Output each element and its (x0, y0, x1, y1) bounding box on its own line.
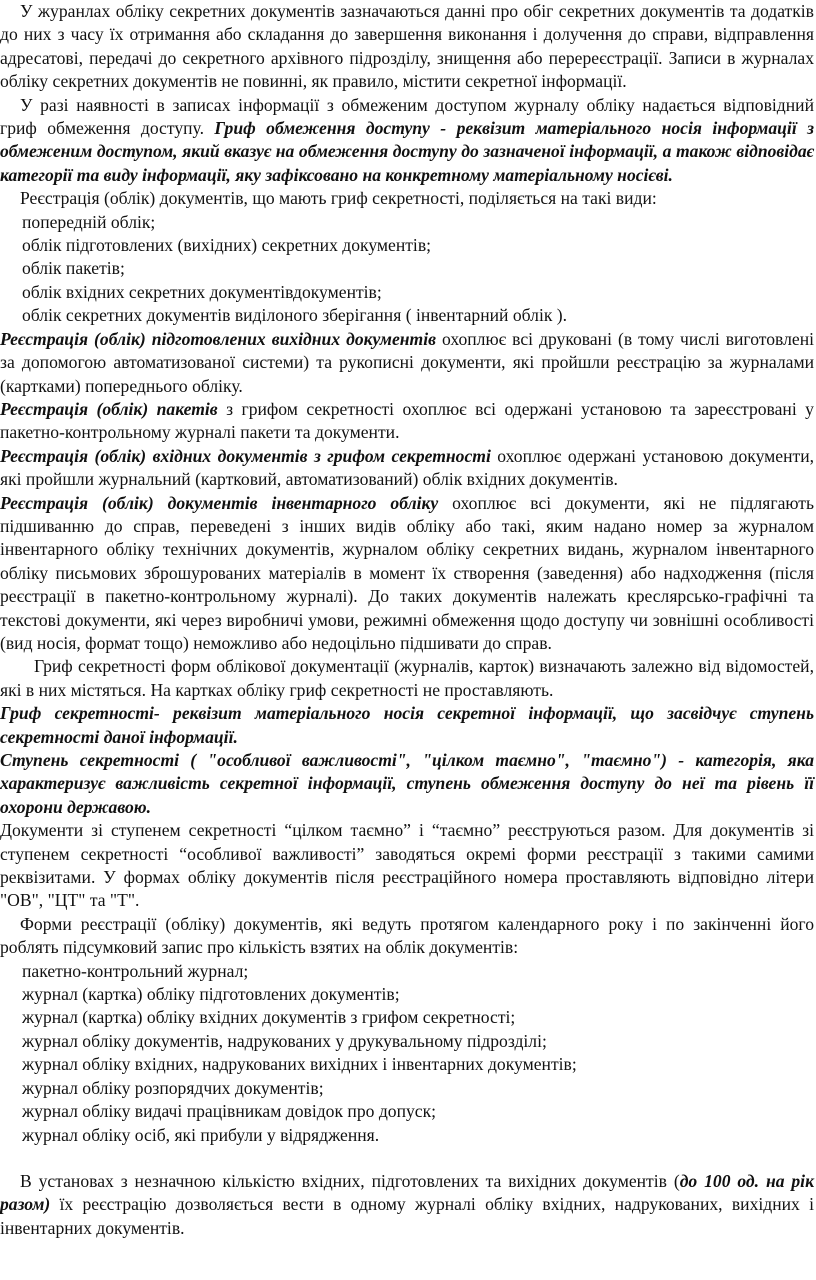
list-item: облік секретних документів виділоного зберігання ( інвентарний облік ). (22, 305, 568, 326)
registration-types-list (0, 211, 814, 328)
definition-secrecy-degree: Ступень секретності ( "особливої важливості", "цілком таємно", "таємно") - категорія, яка характеризує важливість секретної інформації, ступень обмеження доступу до неї та рівень її охорони державою. (0, 750, 814, 817)
registration-forms-list (0, 960, 814, 1147)
paragraph-access-restriction (0, 94, 814, 188)
list-item: журнал (картка) обліку підготовлених документів; (22, 984, 400, 1005)
list-item: облік підготовлених (вихідних) секретних документів; (22, 235, 432, 256)
list-item: журнал обліку видачі працівникам довідок про допуск; (22, 1101, 437, 1122)
paragraph-text: охоплює всі друковані (в тому числі виготовлені за допомогою автоматизованої системи) та рукописні документи, які пройшли реєстрацію за журналами (картками) попереднього обліку. (0, 328, 814, 396)
paragraph-text: їх реєстрацію дозволяється вести в одному журналі обліку вхідних, надрукованих, вихідних і інвентарних документів. (0, 1194, 814, 1238)
paragraph-outgoing-registration (0, 328, 814, 398)
paragraph-inventory-registration (0, 492, 814, 656)
list-item: облік вхідних секретних документівдокументів; (22, 281, 382, 302)
term-packets: Реєстрація (облік) пакетів (0, 398, 218, 419)
paragraph-text: охоплює всі документи, які не підлягають підшиванню до справ, переведені з інших видів обліку або такі, яким надано номер за журналом інвентарного обліку технічних документів, журналом обліку секретних видань, журналом інвентарного обліку письмових зброшурованих матеріалів в момент їх створення (заведення) або надходження (після реєстрації в пакетно-контрольному журналі). До таких документів належать креслярсько-графічні та текстові документи, які через виробничі умови, режимні обмеження щодо доступу чи зовнішні особливості (вид носія, формат тощо) неможливо або недоцільно підшивати до справ. (0, 492, 815, 653)
term-limit: до 100 од. на рік разом) (0, 1170, 814, 1215)
paragraph-journal-records: У журанлах обліку секретних документів зазначаються данні про обіг секретних документів та додатків до них з часу їх отримання або складання до завершення виконання і долучення до справи, відправлення адресатові, передачі до секретного архівного підрозділу, знищення або перереєстрації. Записи в журналах обліку секретних документів не повинні, як правило, містити секретної інформації. (0, 1, 814, 92)
definition-access-grif: Гриф обмеження доступу - реквізит матеріального носія інформації з обмеженим доступом, який вказує на обмеження доступу до зазначеної інформації, а також відповідає категорії та виду інформації, яку зафіксовано на конкретному матеріальному носієві. (0, 118, 815, 185)
term-outgoing: Реєстрація (облік) підготовлених вихідних документів (0, 328, 436, 349)
paragraph-text: В установах з незначною кількістю вхідних, підготовлених та вихідних документів ( (20, 1170, 680, 1191)
list-item: журнал обліку документів, надрукованих у друкувальному підрозділі; (22, 1030, 547, 1051)
paragraph-form-secrecy: Гриф секретності форм облікової документації (журналів, карток) визначають залежно від відомостей, які в них містяться. На картках обліку гриф секретності не проставляють. (0, 656, 814, 700)
paragraph-text: У разі наявності в записах інформації з обмеженим доступом журналу обліку надається відповідний гриф обмеження доступу. (0, 94, 814, 139)
list-item: попередній облік; (22, 211, 156, 232)
list-item: журнал обліку розпорядчих документів; (22, 1077, 324, 1098)
spacer (0, 1147, 814, 1170)
paragraph-joint-registration: Документи зі ступенем секретності “цілком таємно” і “таємно” реєструються разом. Для документів зі ступенем секретності “особливої важливості” заводяться окремі форми реєстрації з такими самими реквізитами. У формах обліку документів після реєстраційного номера проставляють відповідно літери "ОВ", "ЦТ" та "Т". (0, 820, 814, 911)
list-item: облік пакетів; (22, 258, 125, 279)
list-item: журнал обліку осіб, які прибули у відрядження. (22, 1124, 380, 1145)
paragraph-small-institutions (0, 1170, 814, 1240)
list-item: журнал (картка) обліку вхідних документів з грифом секретності; (22, 1007, 516, 1028)
term-incoming: Реєстрація (облік) вхідних документів з грифом секретності (0, 445, 491, 466)
term-inventory: Реєстрація (облік) документів інвентарного обліку (0, 492, 439, 513)
paragraph-text: з грифом секретності охоплює всі одержані установою та зареєстровані у пакетно-контрольному журналі пакети та документи. (0, 398, 814, 443)
paragraph-packet-registration (0, 398, 814, 445)
definition-secrecy-grif: Гриф секретності- реквізит матеріального носія секретної інформації, що засвідчує ступень секретності даної інформації. (0, 703, 814, 747)
paragraph-registration-types: Реєстрація (облік) документів, що мають гриф секретності, поділяється на такі види: (20, 188, 657, 209)
paragraph-incoming-registration (0, 445, 814, 492)
paragraph-registration-forms: Форми реєстрації (обліку) документів, які ведуть протягом календарного року і по закінченні його роблять підсумковий запис про кількість взятих на облік документів: (0, 913, 814, 958)
list-item: журнал обліку вхідних, надрукованих вихідних і інвентарних документів; (22, 1054, 577, 1075)
list-item: пакетно-контрольний журнал; (22, 960, 249, 981)
paragraph-text: охоплює одержані установою документи, які пройшли журнальний (картковий, автоматизований) облік вхідних документів. (0, 445, 815, 490)
